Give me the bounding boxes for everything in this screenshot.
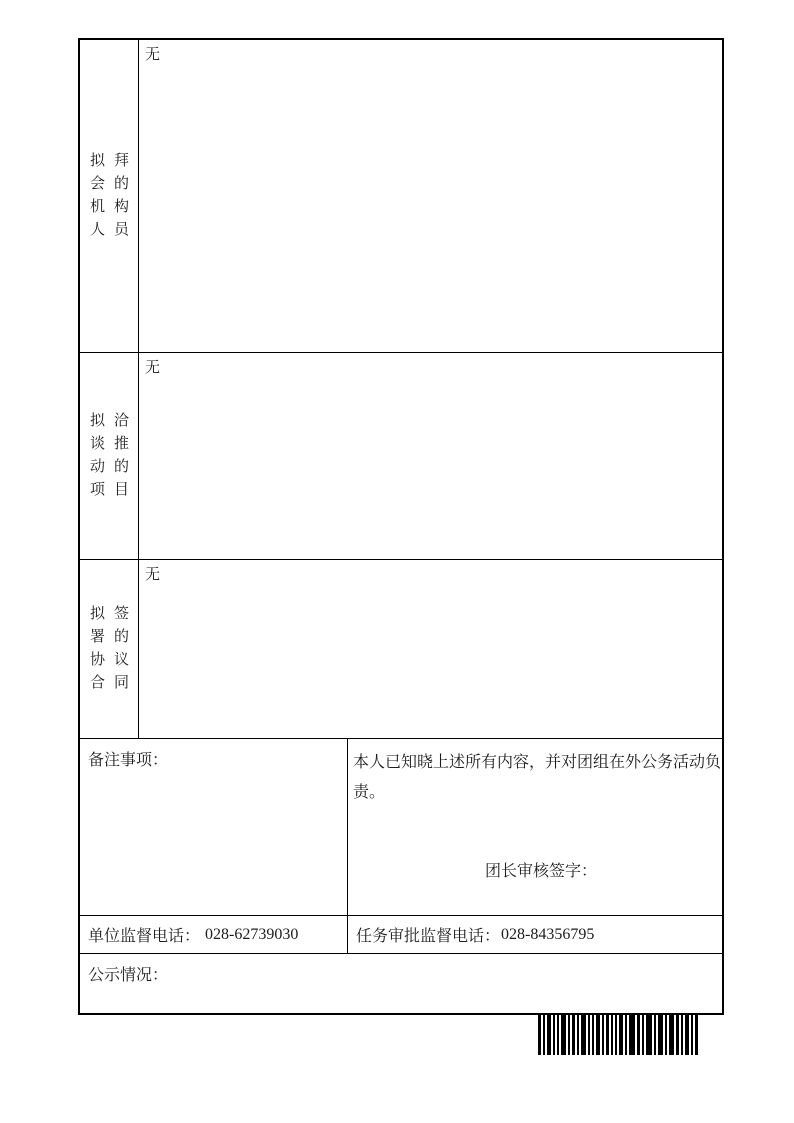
barcode-icon	[538, 1014, 698, 1055]
projects-label-cell	[80, 353, 139, 559]
unit-phone-number: 028-62739030	[205, 925, 299, 943]
agreements-label: 拟签署的协议合同	[90, 606, 139, 691]
declaration-text: 本人已知晓上述所有内容，并对团组在外公务活动负责。	[353, 754, 722, 801]
unit-supervision-phone-cell	[80, 916, 348, 953]
agreements-value: 无	[145, 567, 161, 583]
task-phone-number: 028-84356795	[501, 925, 595, 943]
table-row	[80, 40, 722, 352]
table-row	[80, 559, 722, 738]
declaration-cell	[348, 739, 722, 915]
table-row	[80, 352, 722, 559]
visit-orgs-label-cell	[80, 40, 139, 352]
unit-phone-label: 单位监督电话：	[88, 928, 201, 945]
visit-orgs-label: 拟拜会的机构人员	[90, 153, 139, 238]
projects-label: 拟洽谈推动的项目	[90, 413, 139, 498]
table-row	[80, 738, 722, 915]
projects-value: 无	[145, 360, 161, 376]
task-supervision-phone-cell	[348, 916, 722, 953]
visit-orgs-value: 无	[145, 47, 161, 63]
table-row	[80, 953, 722, 1013]
official-trip-form-table	[78, 38, 724, 1015]
remarks-label: 备注事项：	[80, 739, 348, 915]
leader-signature-label: 团长审核签字：	[485, 863, 598, 880]
publicity-label: 公示情况：	[88, 967, 169, 984]
agreements-label-cell	[80, 560, 139, 738]
table-row	[80, 915, 722, 953]
task-phone-label: 任务审批监督电话：	[356, 928, 501, 945]
